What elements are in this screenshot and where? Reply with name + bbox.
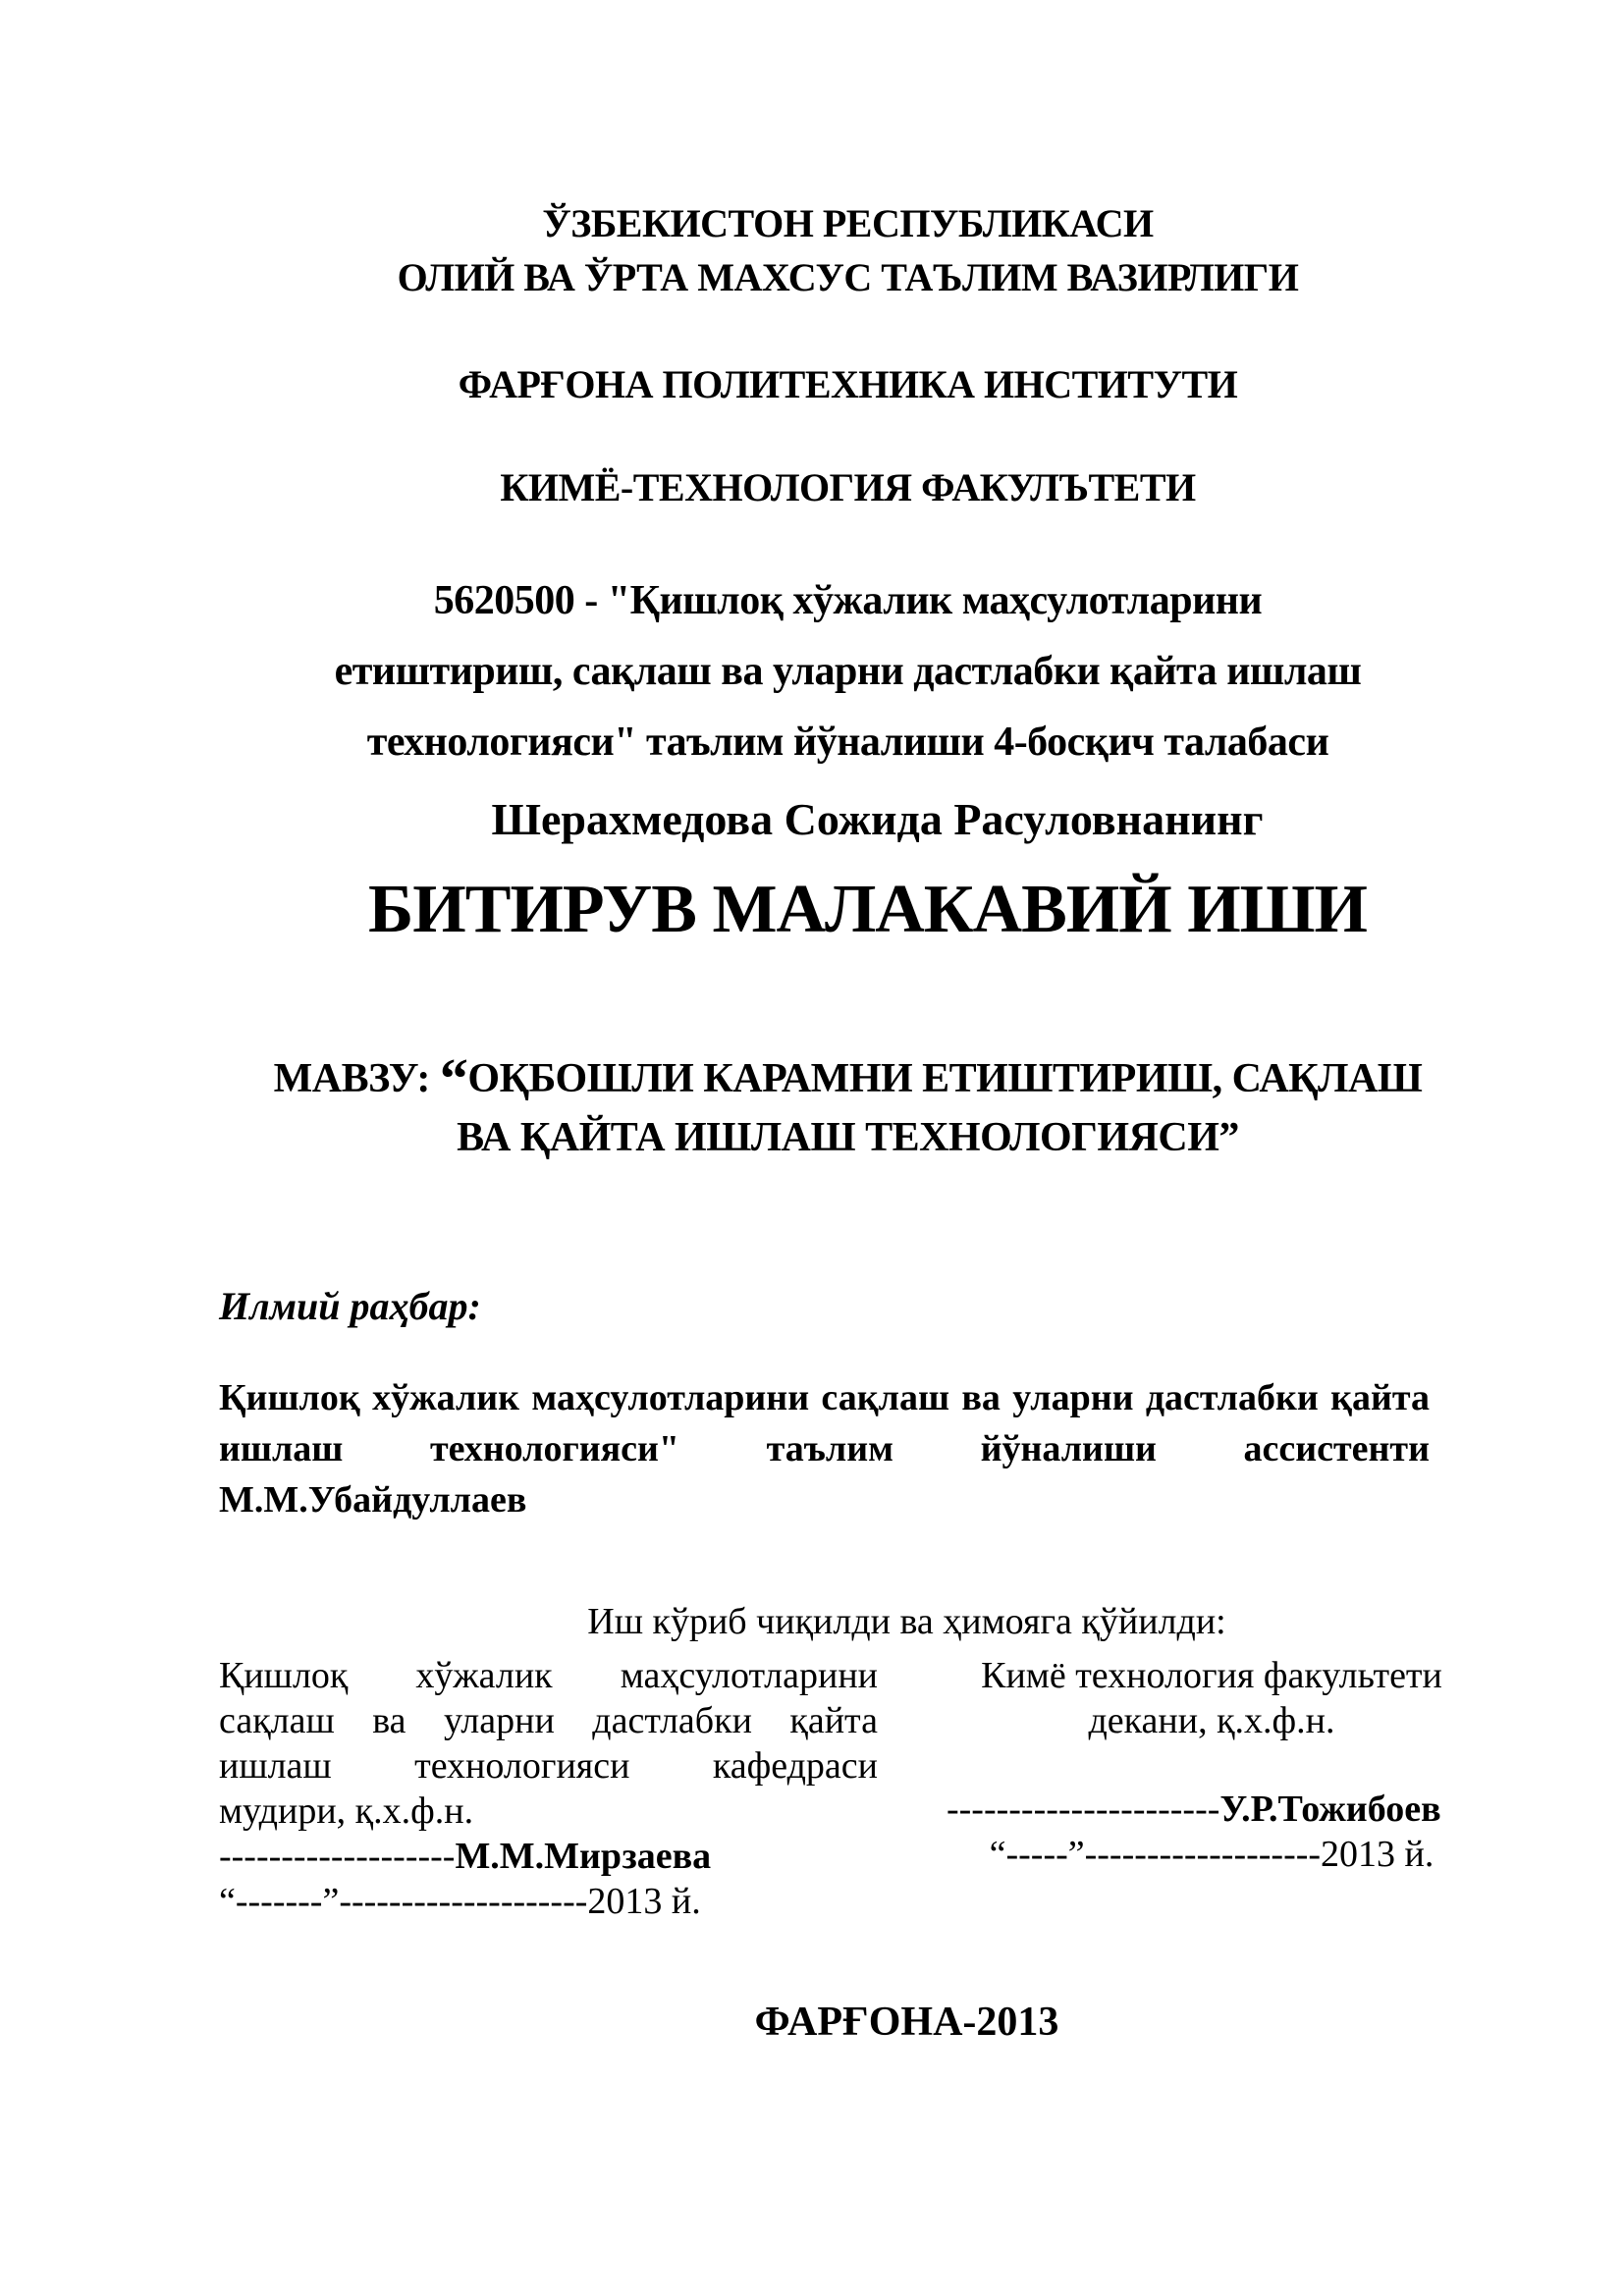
program-block	[219, 565, 1477, 777]
student-name: Шерахмедова Сожида Расуловнанинг	[491, 794, 1264, 844]
signature-dashes: -------------------	[219, 1836, 456, 1877]
dean-date-line: “-----”-------------------2013 й.	[989, 1834, 1435, 1875]
supervisor-line-2: ишлаш технологияси" таълим йўналиши ассистенти	[219, 1428, 1430, 1469]
supervisor-paragraph	[219, 1372, 1430, 1525]
department-line-2: сақлаш ва уларни дастлабки қайта	[219, 1700, 878, 1741]
dean-signature-line	[947, 1787, 1477, 1832]
dean-line-2: декани, қ.х.ф.н.	[1088, 1700, 1335, 1741]
signature-dashes: ----------------------	[947, 1789, 1220, 1830]
department-head-signature-line	[219, 1834, 878, 1879]
ministry-line: ОЛИЙ ВА ЎРТА МАХСУС ТАЪЛИМ ВАЗИРЛИГИ	[397, 255, 1299, 299]
program-line-1: 5620500 - "Қишлоқ хўжалик маҳсулотларини	[433, 578, 1263, 623]
topic-title-part-2: ВА ҚАЙТА ИШЛАШ ТЕХНОЛОГИЯСИ”	[457, 1115, 1239, 1160]
department-line-1: Қишлоқ хўжалик маҳсулотларини	[219, 1655, 878, 1696]
work-title: БИТИРУВ МАЛАКАВИЙ ИШИ	[368, 872, 1367, 947]
topic-label: МАВЗУ:	[273, 1056, 440, 1101]
department-head-name: М.М.Мирзаева	[455, 1836, 712, 1877]
topic-title-part-1: ОҚБОШЛИ КАРАМНИ ЕТИШТИРИШ, САҚЛАШ	[467, 1056, 1423, 1101]
program-line-3: технологияси" таълим йўналиши 4-босқич талабаси	[366, 720, 1329, 765]
dean-line-1: Кимё технология факультети	[981, 1655, 1442, 1696]
supervisor-heading: Илмий раҳбар:	[219, 1284, 481, 1328]
supervisor-name: М.М.Убайдуллаев	[219, 1479, 527, 1521]
faculty-name: КИМЁ-ТЕХНОЛОГИЯ ФАКУЛЪТЕТИ	[500, 465, 1196, 509]
ministry-header	[219, 196, 1477, 304]
dean-name: У.Р.Тожибоев	[1219, 1789, 1441, 1830]
topic-block	[219, 1046, 1477, 1167]
dean-column-spacer	[947, 1743, 1477, 1787]
dean-column	[947, 1653, 1477, 1924]
department-head-column	[219, 1653, 878, 1924]
department-line-3: ишлаш технологияси кафедраси	[219, 1745, 878, 1787]
country-line: ЎЗБЕКИСТОН РЕСПУБЛИКАСИ	[542, 201, 1154, 245]
supervisor-line-1: Қишлоқ хўжалик маҳсулотларини сақлаш ва уларни дастлабки қайта	[219, 1377, 1430, 1418]
department-date-line: “-------”--------------------2013 й.	[219, 1881, 701, 1922]
topic-open-quote: “	[439, 1046, 468, 1110]
department-line-4: мудири, қ.х.ф.н.	[219, 1790, 474, 1832]
signature-columns	[219, 1653, 1477, 1924]
topic-line-1	[219, 1046, 1477, 1110]
city-year-footer: ФАРҒОНА-2013	[754, 2000, 1059, 2045]
program-line-2: етиштириш, сақлаш ва уларни дастлабки қайта ишлаш	[334, 649, 1362, 694]
institute-name: ФАРҒОНА ПОЛИТЕХНИКА ИНСТИТУТИ	[458, 362, 1238, 406]
defense-heading: Иш кўриб чиқилди ва ҳимояга қўйилди:	[587, 1601, 1226, 1642]
